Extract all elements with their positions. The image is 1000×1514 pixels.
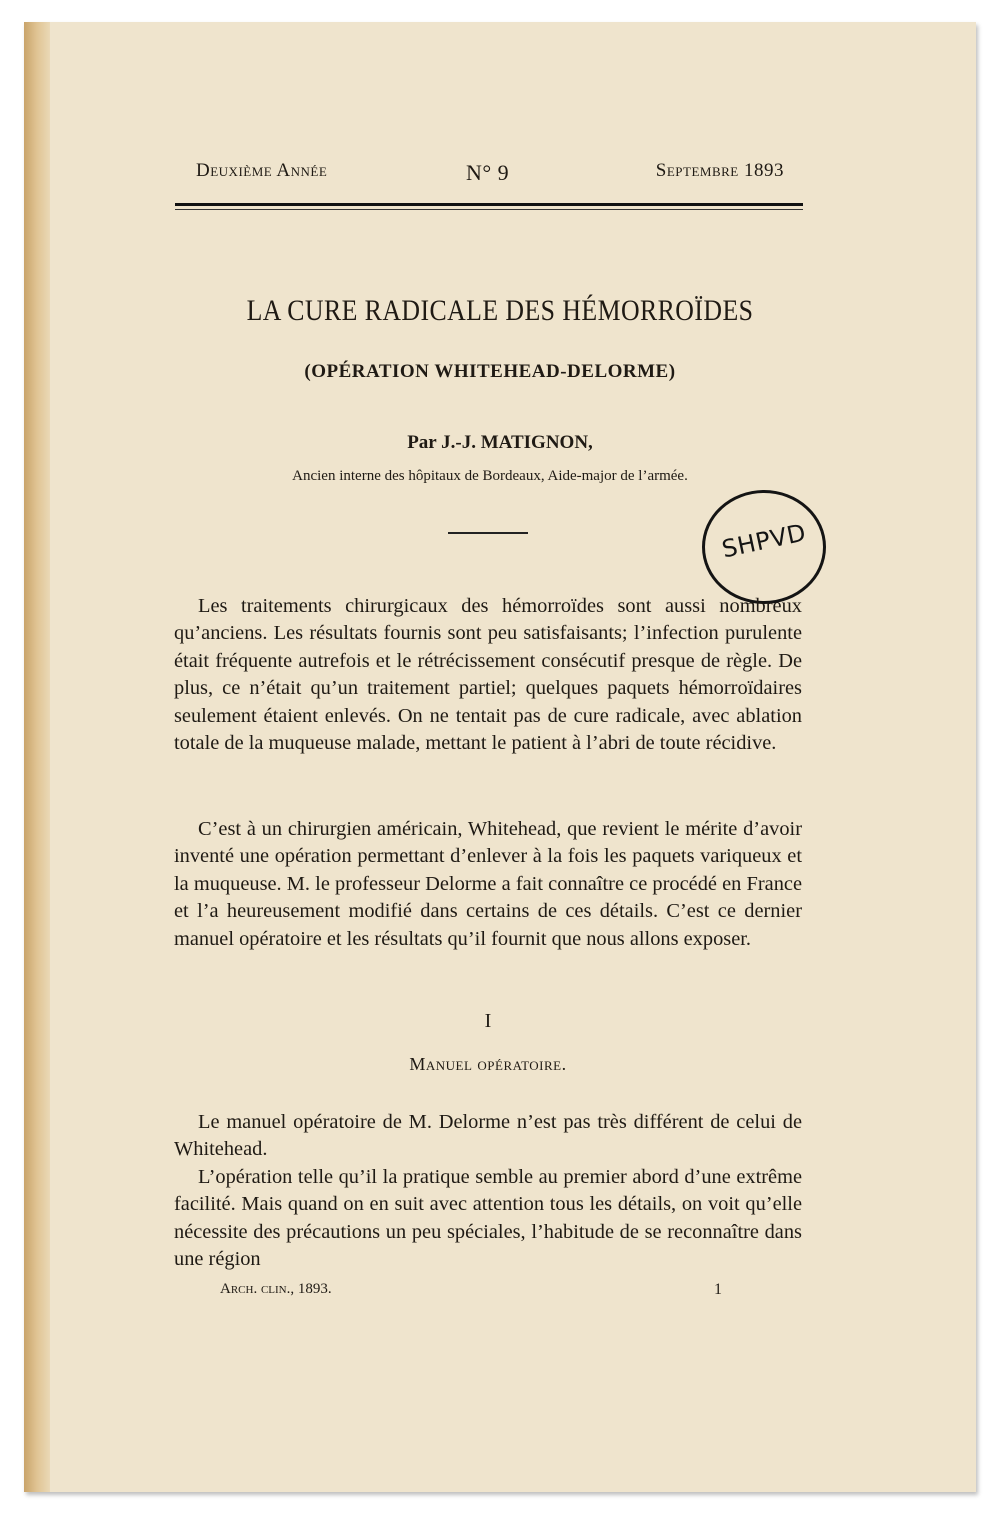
page-spine-edge — [24, 22, 50, 1492]
article-subtitle: (OPÉRATION WHITEHEAD-DELORME) — [304, 361, 676, 382]
paragraph-3 — [174, 1109, 802, 1164]
footer-page-number: 1 — [714, 1281, 722, 1298]
article-title: LA CURE RADICALE DES HÉMORROÏDES — [246, 294, 754, 327]
paragraph-2 — [174, 816, 802, 953]
paragraph-1 — [174, 593, 802, 757]
section-number: I — [484, 1010, 492, 1032]
journal-header — [196, 160, 784, 190]
paragraph-4 — [174, 1164, 802, 1274]
header-rule-thin — [175, 209, 803, 210]
section-title: Manuel opératoire. — [409, 1054, 567, 1074]
article-author: Par J.-J. MATIGNON, — [407, 432, 593, 453]
header-number: N° 9 — [466, 160, 510, 185]
author-affiliation: Ancien interne des hôpitaux de Bordeaux, Aide-major de l’armée. — [292, 468, 688, 484]
paragraph-text: Les traitements chirurgicaux des hémorroïdes sont aussi nombreux qu’anciens. Les résultats fournis sont peu satisfaisants; l’infection purulente était fréquente autrefois et le rétrécissement consécutif presque de règle. De plus, ce n’était qu’un traitement partiel; quelques paquets hémorroïdaires seulement étaient enlevés. On ne tentait pas de cure radicale, avec ablation totale de la muqueuse malade, mettant le patient à l’abri de toute récidive. — [174, 595, 802, 755]
header-date: Septembre 1893 — [655, 160, 784, 181]
header-year: Deuxième Année — [196, 160, 328, 181]
paragraph-text: Le manuel opératoire de M. Delorme n’est pas très différent de celui de Whitehead. — [174, 1111, 802, 1161]
header-rule-thick — [175, 203, 803, 206]
paragraph-text: L’opération telle qu’il la pratique semble au premier abord d’une extrême facilité. Mais quand on en suit avec attention tous les détails, on voit qu’elle nécessite des précautions un peu spéciales, l’habitude de se reconnaître dans une région — [174, 1166, 802, 1271]
paragraph-text: C’est à un chirurgien américain, Whitehead, que revient le mérite d’avoir inventé une opération permettant d’enlever à la fois les paquets variqueux et la muqueuse. M. le professeur Delorme a fait connaître ce procédé en France et l’a heureusement modifié dans certains de ces détails. C’est ce dernier manuel opératoire et les résultats qu’il fournit que nous allons exposer. — [174, 818, 802, 950]
library-stamp — [702, 490, 826, 604]
title-separator — [448, 532, 528, 534]
stamp-text: SHPVD — [719, 518, 809, 564]
footer-source: Arch. clin., 1893. — [220, 1281, 332, 1297]
